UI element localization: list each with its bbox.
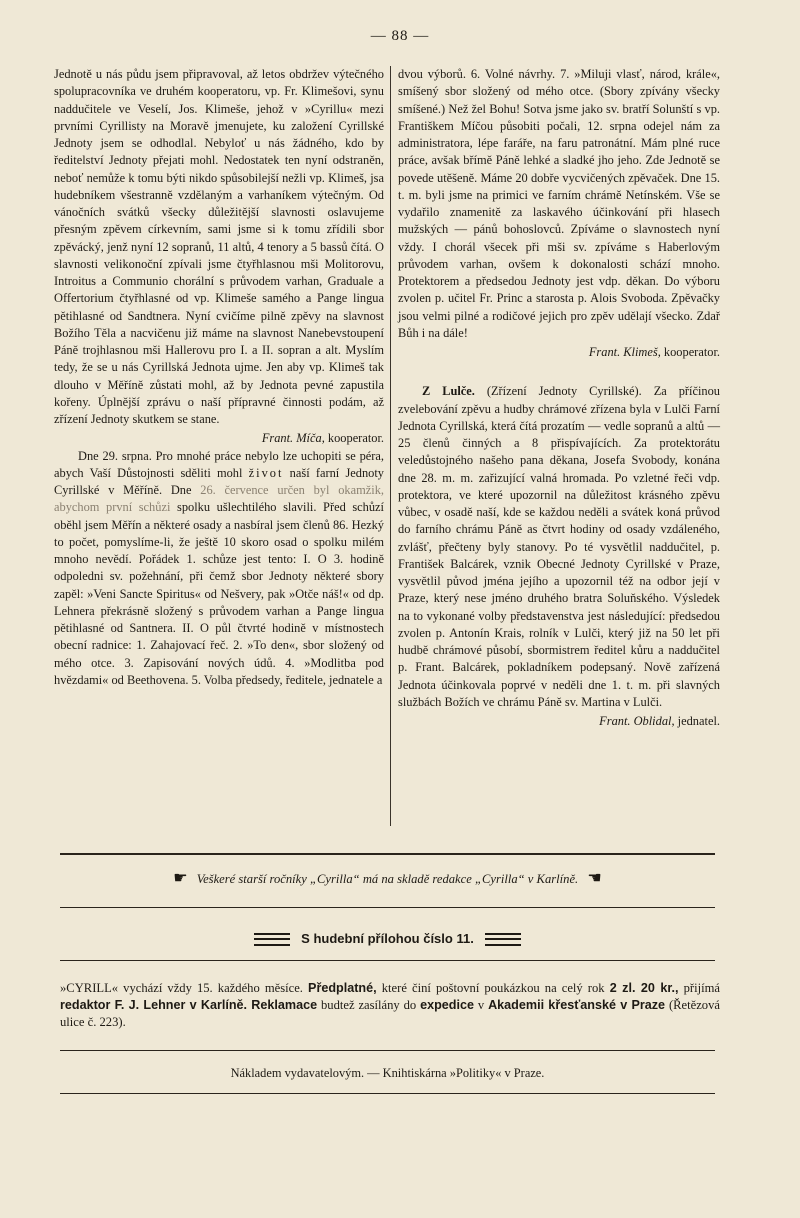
p2-body: (Zřízení Jednoty Cyrillské). Za příčinou zvelebování zpěvu a hudby chrámové zřízena byla v Lulči Farní Jednota Cyrillská, která čítá prozatím — vedle sopranů a altů — 25 členů činných a 8 přispívajících. Za protektorátu veledůstojného našeho pana děkana, Josefa Svobody, konána dne 28. m. m. zařizující valná hromada. Po vzletné řeči vdp. protektora, ve které upozornil na důležitost krásného zpěvu vůbec, v osadě naší, kde se každou neděli a svátek koná průvod do farního chrámu Páně as čtvrt hodiny od osady vzdáleného, zvlášť, přečteny byly stanovy. Po té vysvětlil naddučitel, p. František Balcárek, vznik Obecné Jednoty Cyrillské v Praze, vysvětlil původ jména jejího a upozornil též na odbor její v Praze, který nese jméno druhého bratra Soluňského. Výsledek na to vykonané volby představenstva jest následující: předsedou zvolen p. Antonín Krais, rolník v Lulči, který již na 50 let při hudbě chrámové působí, sbormistrem ředitel kůru a naddučitel p. Frant. Balcárek, pokladníkem podepsaný. Nově zařízená Jednota účinkovala poprvé v neděli dne 1. t. m. při slavných službách Božích ve chrámu Páně sv. Martina v Lulči. [398, 384, 720, 709]
p2-mid: naší farní Jednoty Cyrillské v Měříně. Dne [54, 465, 384, 497]
sub-text-2: které činí poštovní poukázkou na celý rok [381, 981, 605, 995]
left-paragraph-2 [54, 448, 384, 690]
p2-start: Dne 29. srpna. Pro mnohé práce nebylo lze uchopiti se péra, abych Vaší Důstojnosti sděliti mohl [54, 448, 384, 480]
column-divider [390, 66, 391, 826]
rule-below-printer [60, 1093, 715, 1094]
place-heading: Z Lulče. [422, 384, 475, 399]
p2-spaced-word: život [248, 465, 284, 480]
music-supplement-line [60, 931, 715, 946]
rule-above-printer [60, 1050, 715, 1051]
left-column [54, 66, 384, 689]
subscription-info [60, 980, 720, 1031]
pointing-hand-right-icon: ☛ [173, 870, 188, 887]
sub-text-6: (Řetězová ulice č. 223). [60, 998, 720, 1029]
sub-text-5: v [477, 998, 485, 1012]
right-paragraph-1: dvou výborů. 6. Volné návrhy. 7. »Miluji vlasť, národ, krále«, smíšený sbor složený od mého otce. (Sbory zpívány všecky smíšené.) Než žel Bohu! Sotva jsme jako sv. bratří Solunští s vp. Františkem Míčou působiti počali, 12. srpna odejel nám za administratora, lépe faráře, na faru patronátní. Mám plné ruce práce, avšak břímě Páně lehké a sladké jho jeho. Zde Jednotě se povede utěšeně. Máme 20 dobře vycvičených zpěvaček. Dne 15. t. m. byli jsme na primici ve farním chrámě Netínském. Vše se vydařilo znamenitě za laskavého účinkování při hlasech mužských — pánů bohoslovců. Zpíváme o slavnostech nyní vždy. I chorál všecek při mši sv. zpíváme s Haberlovým průvodem varhan, ovšem k dokonalosti schází mnoho. Protektorem a předsedou Jednoty jest vdp. děkan. Do výboru zvolen p. učitel Fr. Princ a starosta p. Alois Svoboda. Zpěvačky jsou velmi pilné a rodičové jejich pro zpěv udělají všecko. Zdař Bůh i na dále! [398, 67, 720, 340]
sub-bold-2: 2 zl. 20 kr., [609, 981, 679, 995]
sub-bold-1: Předplatné, [308, 981, 377, 995]
notice-text: Veškeré starší ročníky „Cyrilla“ má na skladě redakce „Cyrilla“ v Karlíně. [196, 872, 579, 886]
signature-name: Frant. Oblidal, [599, 714, 675, 728]
p2-struck-text: 26. července určen byl okamžik, abychom první schůzi [54, 483, 384, 515]
right-signature-1 [398, 344, 720, 361]
left-signature-1 [54, 430, 384, 447]
signature-name: Frant. Klimeš, [588, 345, 661, 359]
rule-above-subscription [60, 960, 715, 961]
supplement-text: S hudební přílohou číslo 11. [301, 931, 474, 946]
p2-rest: spolku ušlechtilého slavili. Před schůzí oběhl jsem Měřín a některé osady a nasbíral jsem členů 86. Hezký to počet, pomyslíme-li, že ještě 10 skoro osad o spolku milém mnoho nevědí. Pořádek 1. schůze jest tento: I. O 3. hodině odpoledni sv. požehnání, při čemž sbor Jednoty některé sbory zapěl: »Veni Sancte Spiritus« od Nešvery, pak »Otče náš!« od dp. Lehnera překrásně složený s průvodem varhan a Pange lingua pětihlasné od Santnera. II. O půl čtvrté hodině v místnostech obecní radnice: 1. Zahajovací řeč. 2. »To den«, sbor složený od mého otce. 3. Zapisování nových údů. 4. »Modlitba pod hvězdami« od Beethovena. 5. Volba předsedy, ředitele, jednatele a [54, 500, 384, 687]
back-issues-notice [60, 868, 715, 888]
signature-name: Frant. Míča, [261, 431, 325, 446]
right-signature-2 [398, 713, 720, 730]
signature-role: kooperator. [663, 345, 720, 359]
triple-bar-left-icon [254, 933, 290, 946]
right-column [398, 66, 720, 730]
pointing-hand-left-icon: ☚ [587, 870, 602, 887]
rule-below-notice [60, 907, 715, 908]
triple-bar-right-icon [485, 933, 521, 946]
sub-bold-3: redaktor F. J. Lehner v Karlíně. Reklamace [60, 998, 318, 1012]
signature-role: jednatel. [677, 714, 720, 728]
sub-text-1: »CYRILL« vychází vždy 15. každého měsíce. [60, 981, 303, 995]
sub-text-3: přijímá [683, 981, 720, 995]
page-number: — 88 — [370, 28, 430, 44]
printer-imprint: Nákladem vydavatelovým. — Knihtiskárna »Politiky« v Praze. [230, 1066, 545, 1080]
sub-text-4: budtež zasílány do [321, 998, 417, 1012]
left-paragraph-1: Jednotě u nás půdu jsem připravoval, až letos obdržev výtečného spolupracovníka ve druhém kooperatoru, vp. Fr. Klimešovi, synu naddučitele ve Veselí, Jos. Klimeše, jehož v »Cyrillu« mezi prvními Cyrillisty na Moravě jmenujete, ku založení Cyrillské Jednoty jsem se odhodlal. Nebyloť u nás žádného, kdo by ředitelství Jednoty přejati mohl. Nedostatek ten nyní odstraněn, neboť nemůže k tomu býti nikdo spůsobilejší nežli vp. Klimeš, jsa hudebníkem všestranně vzdělaným a varhaníkem výtečným. Od vánočních svátků všecky důležitější slavnosti oslavujeme přesným zpěvem církevním, sami jsme si k tomu zřídili sbor zpěvácký, jenž nyní 12 sopranů, 11 altů, 4 tenory a 5 bassů čítá. O slavnosti velikonoční zpívali jsme čtyřhlasnou mši Molitorovu, Introitus a Communio chorální s průvodem varhan, Graduale a Offertorium čtyřhlasné od vp. Klimeše samého a Pange lingua pětihlasné od Sandtnera. Nyní cvičíme pilně zpěvy na slavnost Božího Těla a nacvičenu již máme na slavnost Nanebevstoupení Páně trojhlasnou mši Hallerovu pro I. a II. sopran a alt. Myslím tedy, že se u nás Cyrillská Jednota ujme. Jen aby vp. Klimeš tak dlouho v Měříně zůstati mohl, až by Jednota pevné zapustila kořeny. Úplnější zprávu o naší přípravné činnosti podám, až zřízení Jednoty skutkem se stane. [54, 67, 384, 426]
rule-above-notice [60, 853, 715, 855]
signature-role: kooperator. [327, 431, 384, 446]
sub-bold-4: expedice [420, 998, 474, 1012]
right-paragraph-2 [398, 383, 720, 711]
sub-bold-5: Akademii křesťanské v Praze [488, 998, 666, 1012]
